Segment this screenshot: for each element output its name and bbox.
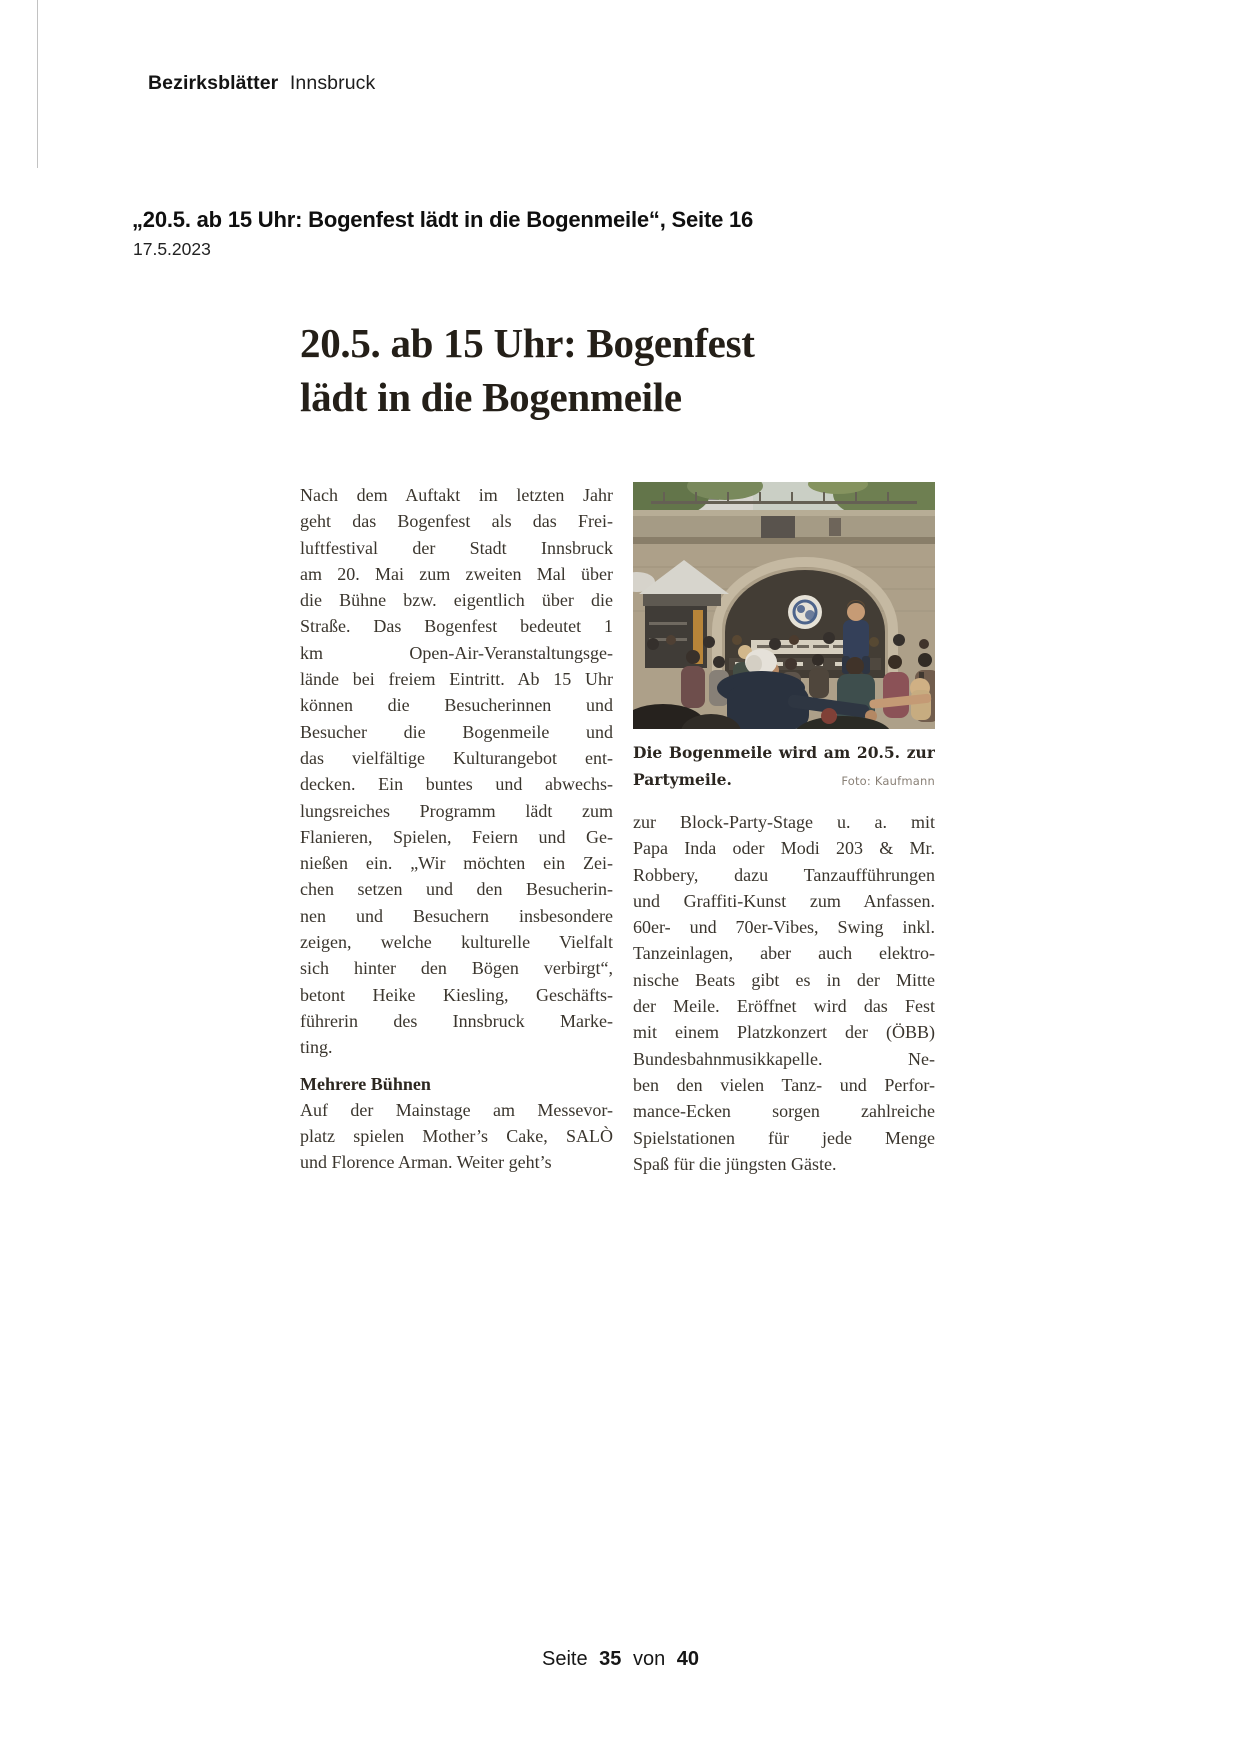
text-line: mit einem Platzkonzert der (ÖBB) [633, 1022, 935, 1043]
page-footer [0, 1648, 1241, 1671]
scan-artifact-line [37, 0, 38, 168]
text-line: Bundesbahnmusikkapelle. Ne- [633, 1048, 935, 1069]
text-line: zeigen, welche kulturelle Vielfalt [300, 932, 613, 953]
headline-line-1: 20.5. ab 15 Uhr: Bogenfest [300, 320, 755, 366]
article-headline [300, 316, 935, 424]
text-line: km Open-Air-Veranstaltungsge- [300, 642, 613, 663]
text-line: können die Besucherinnen und [300, 695, 613, 716]
text-line: Besucher die Bogenmeile und [300, 721, 613, 742]
footer-page-number: 35 [599, 1648, 622, 1670]
bogenfest-photo [633, 482, 935, 729]
headline-line-2: lädt in die Bogenmeile [300, 374, 682, 420]
text-line: führerin des Innsbruck Marke- [300, 1010, 613, 1031]
footer-of-label: von [632, 1648, 666, 1670]
text-line: platz spielen Mother’s Cake, SALÒ [300, 1126, 613, 1147]
right-column-text [633, 809, 935, 1177]
text-line: Tanzeinlagen, aber auch elektro- [633, 943, 935, 964]
text-line: chen setzen und den Besucherin- [300, 879, 613, 900]
text-line: Robbery, dazu Tanzaufführungen [633, 864, 935, 885]
text-line: ting. [300, 1037, 333, 1058]
photo-caption-line-2-text: Partymeile. [633, 769, 732, 789]
text-line: nießen ein. „Wir möchten ein Zei- [300, 853, 613, 874]
paragraph [633, 809, 935, 1177]
text-line: lungsreiches Programm lädt zum [300, 800, 613, 821]
text-line: Straße. Das Bogenfest bedeutet 1 [300, 616, 613, 637]
text-line: zur Block-Party-Stage u. a. mit [633, 812, 935, 832]
photo-caption [633, 740, 935, 793]
photo-caption-line-1: Die Bogenmeile wird am 20.5. zur [633, 743, 935, 762]
left-column [300, 482, 613, 1177]
text-line: und Graffiti-Kunst zum Anfassen. [633, 890, 935, 911]
article-columns [300, 482, 935, 1177]
publication-name: Bezirksblätter [148, 72, 279, 94]
text-line: nische Beats gibt es in der Mitte [633, 969, 935, 990]
publication-masthead [148, 72, 375, 95]
publication-edition: Innsbruck [289, 72, 376, 94]
photo-caption-line-2 [633, 767, 935, 794]
text-line: geht das Bogenfest als das Frei- [300, 511, 613, 532]
section-subheading: Mehrere Bühnen [300, 1073, 431, 1094]
text-line: luftfestival der Stadt Innsbruck [300, 537, 613, 558]
text-line: am 20. Mai zum zweiten Mal über [300, 563, 613, 584]
footer-page-total: 40 [676, 1648, 700, 1670]
article-clipping [300, 316, 935, 1177]
clipping-date: 17.5.2023 [133, 239, 211, 259]
bogenfest-photo-illustration [633, 482, 935, 729]
paragraph [300, 482, 613, 1061]
text-line: ben den vielen Tanz- und Perfor- [633, 1074, 935, 1095]
text-line: Flanieren, Spielen, Feiern und Ge- [300, 826, 613, 847]
text-line: das vielfältige Kulturangebot ent- [300, 747, 613, 768]
text-line: Spielstationen für jede Menge [633, 1127, 935, 1148]
text-line: decken. Ein buntes und abwechs- [300, 774, 613, 795]
text-line: Spaß für die jüngsten Gäste. [633, 1153, 837, 1174]
text-line: 60er- und 70er-Vibes, Swing inkl. [633, 917, 935, 938]
text-line: sich hinter den Bögen verbirgt“, [300, 958, 613, 979]
text-line: Nach dem Auftakt im letzten Jahr [300, 485, 613, 505]
clipping-title: „20.5. ab 15 Uhr: Bogenfest lädt in die Bogenmeile“, Seite 16 [132, 207, 754, 232]
text-line: die Bühne bzw. eigentlich über die [300, 590, 613, 611]
footer-page-label: Seite [541, 1648, 588, 1670]
text-line: der Meile. Eröffnet wird das Fest [633, 996, 935, 1017]
photo-credit: Foto: Kaufmann [841, 773, 935, 788]
paragraph [300, 1097, 613, 1176]
text-line: nen und Besuchern insbesondere [300, 905, 613, 926]
text-line: lände bei freiem Eintritt. Ab 15 Uhr [300, 669, 613, 690]
text-line: Papa Inda oder Modi 203 & Mr. [633, 838, 935, 859]
text-line: und Florence Arman. Weiter geht’s [300, 1152, 552, 1173]
text-line: mance-Ecken sorgen zahlreiche [633, 1101, 935, 1122]
right-column [633, 482, 935, 1177]
text-line: Auf der Mainstage am Messevor- [300, 1099, 613, 1120]
text-line: betont Heike Kiesling, Geschäfts- [300, 984, 613, 1005]
